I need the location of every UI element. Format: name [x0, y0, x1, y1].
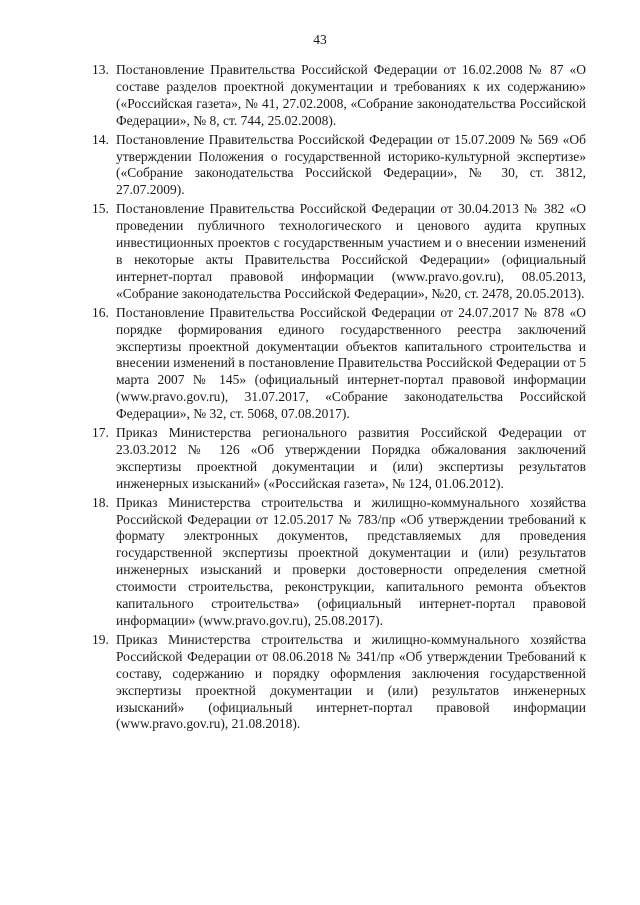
- reference-text: Постановление Правительства Российской Федерации от 16.02.2008 № 87 «О составе разделов проектной документации и требованиях к их содержанию» («Российская газета», № 41, 27.02.2008, «Собрание законодательства Российской Федерации», № 8, ст. 744, 25.02.2008).: [116, 62, 586, 128]
- reference-number: 13.: [92, 62, 109, 77]
- reference-list: [92, 62, 586, 735]
- reference-item-13: [92, 62, 586, 130]
- reference-item-19: [92, 632, 586, 733]
- reference-text: Постановление Правительства Российской Федерации от 30.04.2013 № 382 «О проведении публичного технологического и ценового аудита крупных инвестиционных проектов с государственным участием и о внесении изменений в некоторые акты Правительства Российской Федерации» (официальный интернет-портал правовой информации (www.pravo.gov.ru), 08.05.2013, «Собрание законодательства Российской Федерации», №20, ст. 2478, 20.05.2013).: [116, 201, 586, 301]
- reference-item-16: [92, 305, 586, 423]
- reference-text: Приказ Министерства строительства и жилищно-коммунального хозяйства Российской Федерации от 08.06.2018 № 341/пр «Об утверждении Требований к составу, содержанию и порядку оформления заключения государственной экспертизы проектной документации и (или) результатов инженерных изысканий» (официальный интернет-портал правовой информации (www.pravo.gov.ru), 21.08.2018).: [116, 631, 586, 732]
- reference-item-18: [92, 495, 586, 630]
- reference-text: Приказ Министерства регионального развития Российской Федерации от 23.03.2012 № 126 «Об утверждении Порядка обжалования заключений экспертизы проектной документации и (или) экспертизы результатов инженерных изысканий» («Российская газета», № 124, 01.06.2012).: [116, 425, 586, 491]
- reference-number: 16.: [92, 304, 109, 320]
- reference-number: 18.: [92, 494, 109, 510]
- reference-number: 17.: [92, 425, 109, 441]
- reference-text: Приказ Министерства строительства и жилищно-коммунального хозяйства Российской Федерации от 12.05.2017 № 783/пр «Об утверждении требований к формату электронных документов, представляемых для проведения государственной экспертизы проектной документации и (или) результатов инженерных изысканий и проверки достоверности определения сметной стоимости строительства, реконструкции, капитального ремонта объектов капитального строительства» (официальный интернет-портал правовой информации» (www.pravo.gov.ru), 25.08.2017).: [116, 494, 586, 628]
- page-number: 43: [313, 32, 327, 47]
- reference-number: 14.: [92, 131, 109, 147]
- reference-item-15: [92, 201, 586, 302]
- reference-item-14: [92, 132, 586, 200]
- reference-number: 19.: [92, 631, 109, 647]
- reference-text: Постановление Правительства Российской Федерации от 24.07.2017 № 878 «О порядке формирования единого государственного реестра заключений экспертизы проектной документации объектов капитального строительства и внесении изменений в постановление Правительства Российской Федерации от 5 марта 2007 № 145» (официальный интернет-портал правовой информации (www.pravo.gov.ru), 31.07.2017, «Собрание законодательства Российской Федерации», № 32, ст. 5068, 07.08.2017).: [116, 304, 586, 422]
- reference-text: Постановление Правительства Российской Федерации от 15.07.2009 № 569 «Об утверждении Положения о государственной историко-культурной экспертизе» («Собрание законодательства Российской Федерации», № 30, ст. 3812, 27.07.2009).: [116, 131, 586, 198]
- reference-item-17: [92, 425, 586, 493]
- reference-number: 15.: [92, 201, 109, 217]
